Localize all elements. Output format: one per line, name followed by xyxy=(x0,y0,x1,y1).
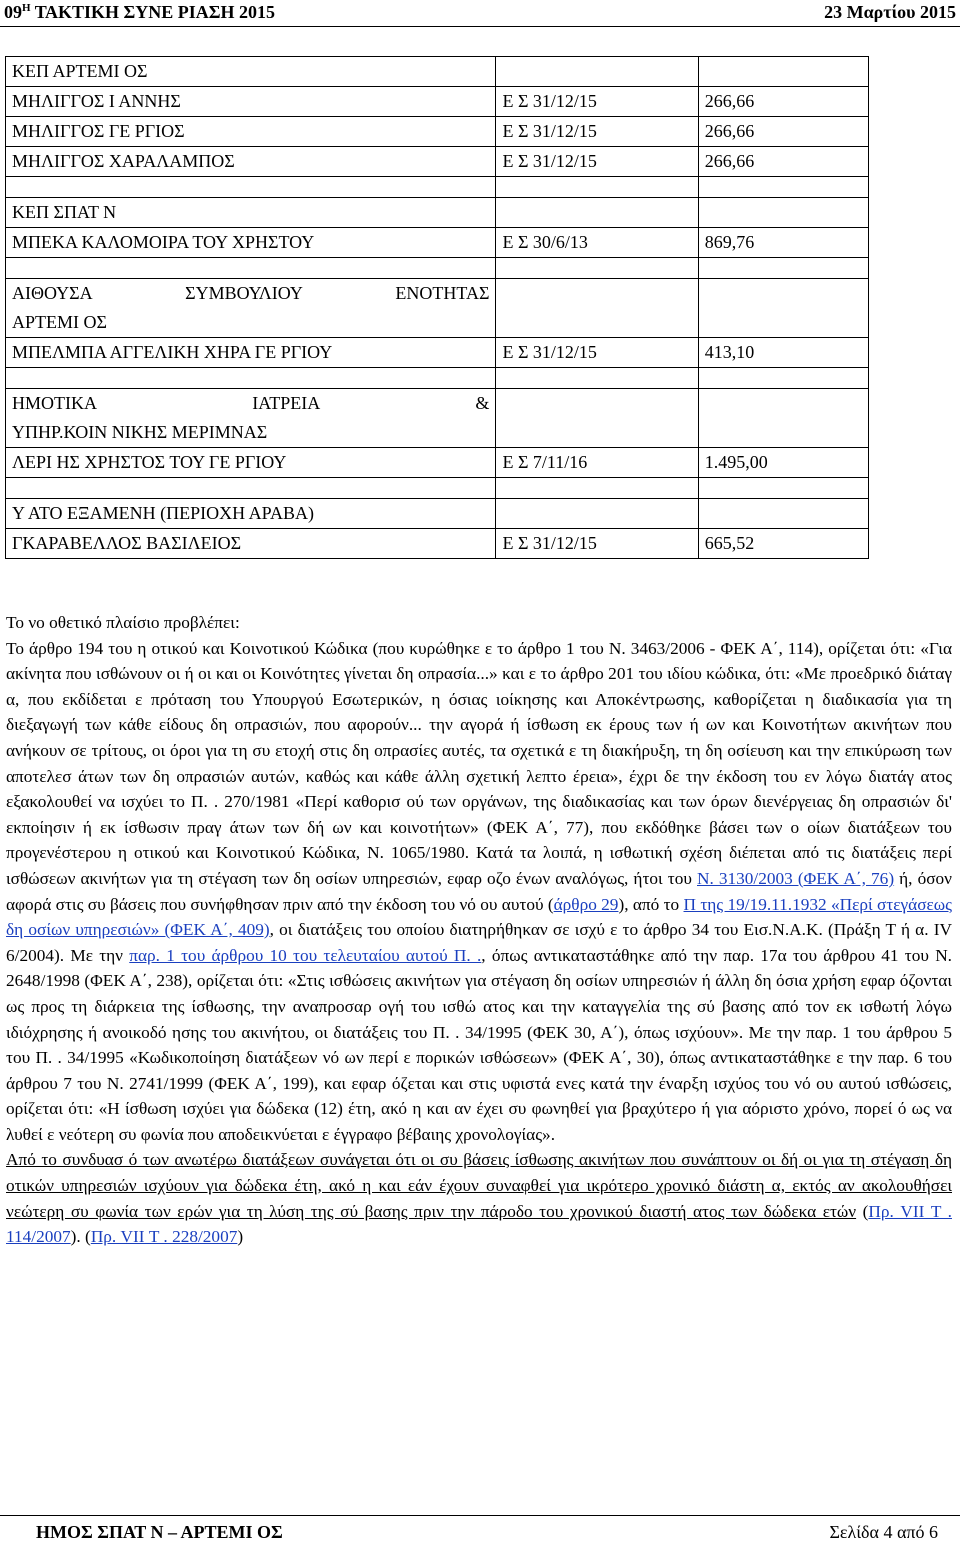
lease-term: Ε Σ 31/12/15 xyxy=(496,529,698,559)
rent-amount: 266,66 xyxy=(698,147,868,177)
lessor-name: ΓΚΑΡΑΒΕΛΛΟΣ ΒΑΣΙΛΕΙΟΣ xyxy=(6,529,496,559)
lessor-name: ΛΕΡΙ ΗΣ ΧΡΗΣΤΟΣ ΤΟΥ ΓΕ ΡΓΙΟΥ xyxy=(6,448,496,478)
table-row xyxy=(6,228,869,258)
article-29-link[interactable]: άρθρο 29 xyxy=(553,894,619,914)
page-footer xyxy=(0,1515,960,1542)
lease-table xyxy=(5,56,869,559)
page-number: Σελίδα 4 από 6 xyxy=(829,1522,938,1542)
lessor-name: ΜΗΛΙΓΓΟΣ ΧΑΡΑΛΑΜΠΟΣ xyxy=(6,147,496,177)
article-10-link[interactable]: παρ. 1 του άρθρου 10 του τελευταίου αυτού Π. . xyxy=(129,945,482,965)
spacer-row xyxy=(6,177,869,198)
lessor-name: ΜΠΕΚΑ ΚΑΛΟΜΟΙΡΑ ΤΟΥ ΧΡΗΣΤΟΥ xyxy=(6,228,496,258)
table-row xyxy=(6,338,869,368)
lease-term: Ε Σ 30/6/13 xyxy=(496,228,698,258)
rent-amount: 665,52 xyxy=(698,529,868,559)
spacer-row xyxy=(6,478,869,499)
lease-term: Ε Σ 7/11/16 xyxy=(496,448,698,478)
rent-amount: 413,10 xyxy=(698,338,868,368)
paragraph-1: Το άρθρο 194 του η οτικού και Κοινοτικού Κώδικα (που κυρώθηκε ε το άρθρο 1 του Ν. 3463/2006 - ΦΕΚ Α΄, 114), ορίζεται ότι: «Για ακίνητα που ισθώνουν οι ή οι και οι Κοινότητες γίνεται δη οπρασία...» και ε το άρθρο 201 του ιδίου κώδικα, ότι: «Με προεδρικό διάταγ α, που εκδίδεται ε πρόταση του Υπουργού Εσωτερικών, η όσιας ιοίκησης και Αποκέντρωσης, καθορίζεται η διαδικασία για τη διεξαγωγή των κάθε είδους δη οπρασιών, που αφορούν... την αγορά ή ίσθωση εκ έρους των ή ων και Κοινοτήτων ακινήτων που ανήκουν σε τρίτους, οι όροι για τη συ ετοχή στις δη οπρασίες αυτές, τα σχετικά ε τη διακήρυξη, τη δη οσίευση και την επικύρωση των αποτελεσ άτων των δη οπρασιών αυτών, καθώς και κάθε άλλη σχετική λεπτο έρεια», έχρι δε την έκδοση του εν λόγω διατάγ ατος εξακολουθεί να ισχύει το Π. . 270/1981 «Περί καθορισ ού των οργάνων, της διαδικασίας και των όρων διενέργειας δη οπρασιών δι' εκποίησιν ή εκ ίσθωσιν πραγ άτων των δή ων και κοινοτήτων» (ΦΕΚ Α΄, 77), που εκδόθηκε βάσει των ο οίων διατάξεων του προγενέστερου η οτικού και Κοινοτικού Κώδικα, Ν. 1065/1980. Κατά τα λοιπά, η ισθωτική σχέση διέπεται από τις διατάξεις περί ισθώσεων ακινήτων για τη στέγαση των δη οσίων υπηρεσιών, εφαρ οζο ένων αναλόγως, ήτοι του Ν. 3130/2003 (ΦΕΚ Α΄, 76) ή, όσον αφορά στις συ βάσεις που συνήφθησαν πριν από την έκδοση του νό ου αυτού (άρθρο 29), από το Π της 19/19.11.1932 «Περί στεγάσεως δη οσίων υπηρεσιών» (ΦΕΚ Α΄, 409), οι διατάξεις του οποίου διατηρήθηκαν σε ισχύ ε το άρθρο 34 του Εισ.Ν.Α.Κ. (Πράξη Τ ή α. IV 6/2004). Με την παρ. 1 του άρθρου 10 του τελευταίου αυτού Π. ., όπως αντικαταστάθηκε από την παρ. 17α του άρθρου 41 του Ν. 2648/1998 (ΦΕΚ Α΄, 238), ορίζεται ότι: «Στις ισθώσεις ακινήτων για στέγαση δη οσίων υπηρεσιών ή άλλη δη όσια χρήση εφαρ όζονται ως προς τη διάρκεια της ίσθωσης, την αναπροσαρ ογή του ισθώ ατος και την καταγγελία της σύ βασης από τον εκ ισθωτή λόγω ιδιόχρησης ή ανοικοδό ησης του ακινήτου, οι διατάξεις του Π. . 34/1995 (ΦΕΚ 30, Α΄), όπως ισχύουν». Με την παρ. 1 του άρθρου 5 του Π. . 34/1995 «Κωδικοποίηση διατάξεων νό ων περί ε πορικών ισθώσεων» (ΦΕΚ Α΄, 30), όπως αντικαταστάθηκε ε την παρ. 6 του άρθρου 7 του Ν. 2741/1999 (ΦΕΚ Α΄, 199), και εφαρ όζεται και στις υφιστά ενες κατά την έναρξη ισχύος του νό ου αυτού ισθώσεις, ορίζεται ότι: «Η ίσθωση ισχύει για δώδεκα (12) έτη, ακό η και αν έχει συ φωνηθεί για βραχύτερο ή για αόριστο χρόνο, πορεί ό ως να λυθεί ε νεότερη συ φωνία που αποδεικνύεται ε έγγραφο βέβαιης χρονολογίας». xyxy=(6,638,952,1144)
group-title-row xyxy=(6,499,869,529)
table-row xyxy=(6,147,869,177)
group-title: ΚΕΠ ΣΠΑΤ Ν xyxy=(6,198,496,228)
rent-amount: 869,76 xyxy=(698,228,868,258)
lease-term: Ε Σ 31/12/15 xyxy=(496,87,698,117)
lease-term: Ε Σ 31/12/15 xyxy=(496,338,698,368)
footer-municipality: ΗΜΟΣ ΣΠΑΤ Ν – ΑΡΤΕΜΙ ΟΣ xyxy=(36,1522,283,1542)
group-title-row xyxy=(6,57,869,87)
table-row xyxy=(6,529,869,559)
paragraph-2: Από το συνδυασ ό των ανωτέρω διατάξεων συνάγεται ότι οι συ βάσεις ίσθωσης ακινήτων που συνάπτουν οι δή οι για τη στέγαση δη οτικών υπηρεσιών ισχύουν για δώδεκα έτη, ακό η και εάν έχουν συναφθεί για ικρότερο χρονικό διάστη α, εκτός αν ακολουθήσει νεώτερη συ φωνία των ερών για τη λύση της σύ βασης πριν την πάροδο του χρονικού διαστή ατος των δώδεκα ετών (Πρ. VII Τ . 114/2007). (Πρ. VII Τ . 228/2007) xyxy=(6,1150,952,1247)
spacer-row xyxy=(6,258,869,279)
table-row xyxy=(6,448,869,478)
rent-amount: 1.495,00 xyxy=(698,448,868,478)
table-row xyxy=(6,87,869,117)
decree-1932-link[interactable]: Π της 19/19.11.1932 «Περί στεγάσεως δη οσίων υπηρεσιών» (ΦΕΚ Α΄, 409) xyxy=(6,894,952,940)
group-title: ΚΕΠ ΑΡΤΕΜΙ ΟΣ xyxy=(6,57,496,87)
lease-term: Ε Σ 31/12/15 xyxy=(496,147,698,177)
group-title-row xyxy=(6,279,869,338)
group-title-row xyxy=(6,389,869,448)
lessor-name: ΜΗΛΙΓΓΟΣ ΓΕ ΡΓΙΟΣ xyxy=(6,117,496,147)
ruling-228-link[interactable]: Πρ. VII Τ . 228/2007 xyxy=(90,1227,238,1247)
legal-framework-text xyxy=(6,610,952,1250)
law-link-3130[interactable]: Ν. 3130/2003 (ΦΕΚ Α΄, 76) xyxy=(697,868,895,888)
lessor-name: ΜΗΛΙΓΓΟΣ Ι ΑΝΝΗΣ xyxy=(6,87,496,117)
lease-term: Ε Σ 31/12/15 xyxy=(496,117,698,147)
rent-amount: 266,66 xyxy=(698,117,868,147)
lessor-name: ΜΠΕΛΜΠΑ ΑΓΓΕΛΙΚΗ ΧΗΡΑ ΓΕ ΡΓΙΟΥ xyxy=(6,338,496,368)
page-header xyxy=(0,0,960,27)
intro-line: Το νο οθετικό πλαίσιο προβλέπει: xyxy=(6,613,240,632)
spacer-row xyxy=(6,368,869,389)
table-row xyxy=(6,117,869,147)
header-session: $09^H$ ΤΑΚΤΙΚΗ ΣΥΝΕ ΡΙΑΣΗ 2015 xyxy=(4,2,276,22)
group-title: ΑΙΘΟΥΣΑ ΣΥΜΒΟΥΛΙΟΥ ΕΝΟΤΗΤΑΣ ΑΡΤΕΜΙ ΟΣ xyxy=(6,279,496,338)
group-title: Υ ΑΤΟ ΕΞΑΜΕΝΗ (ΠΕΡΙΟΧΗ ΑΡΑΒΑ) xyxy=(6,499,496,529)
group-title: ΗΜΟΤΙΚΑ ΙΑΤΡΕΙΑ & ΥΠΗΡ.ΚΟΙΝ ΝΙΚΗΣ ΜΕΡΙΜΝΑΣ xyxy=(6,389,496,448)
rent-amount: 266,66 xyxy=(698,87,868,117)
group-title-row xyxy=(6,198,869,228)
ruling-114-link[interactable]: Πρ. VII Τ . 114/2007 xyxy=(6,1201,952,1247)
header-date: 23 Μαρτίου 2015 xyxy=(824,2,956,22)
